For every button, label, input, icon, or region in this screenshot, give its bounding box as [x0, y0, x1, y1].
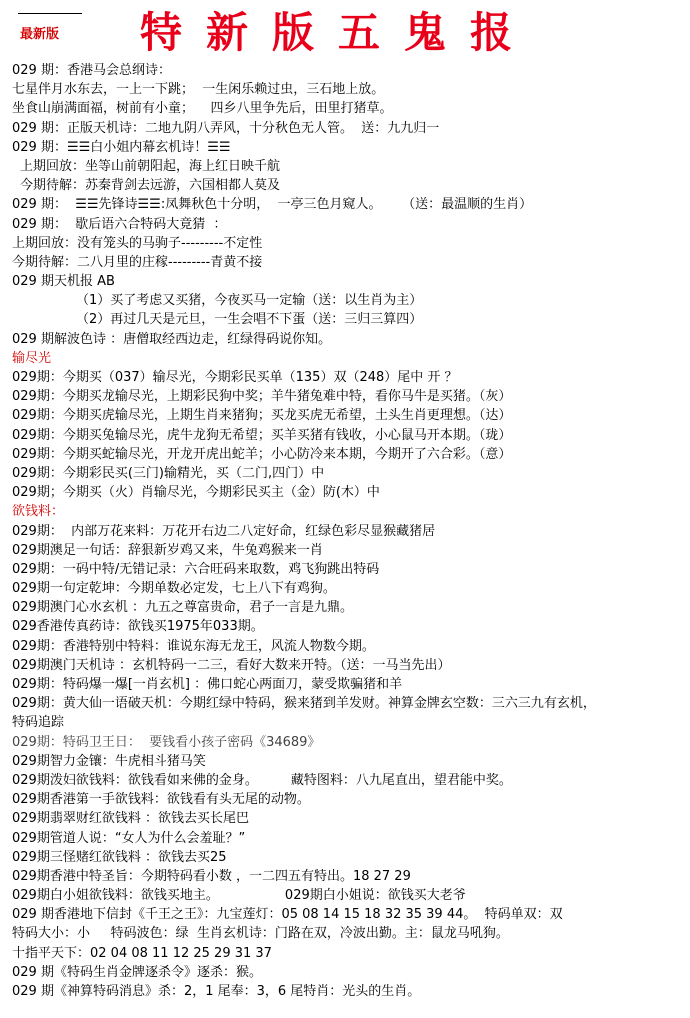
- text-line: 029 期天机报 AB: [12, 274, 115, 290]
- text-line: 029期：今期彩民买(三门)输精光，买（二门,四门）中: [12, 465, 325, 481]
- text-line: 029期白小姐欲钱料：欲钱买地主。 029期白小姐说：欲钱买大老爷: [12, 888, 466, 904]
- text-line: 029 期： 歇后语六合特码大竟猜 ：: [12, 216, 227, 232]
- header-divider: [18, 13, 82, 14]
- text-line: 029期香港第一手欲钱料：欲钱看有头无尾的动物。: [12, 792, 310, 808]
- text-line: 今期待解：苏秦背剑去远游，六国相都人莫及: [20, 178, 281, 194]
- text-line: 029 期：☰☰白小姐内幕玄机诗！☰☰: [12, 139, 231, 155]
- text-line: 上期回放：没有笼头的马驹子---------不定性: [12, 235, 263, 251]
- text-line: 029期：今期买虎输尽光，上期生肖来猪狗；买龙买虎无希望，土头生肖更理想。（达）: [12, 408, 512, 424]
- text-line: （2）再过几天是元旦，一生会唱不下蛋（送：三归三算四）: [76, 312, 423, 328]
- text-line: 029 期《神算特码消息》杀：2，1 尾奉：3，6 尾特肖：光头的生肖。: [12, 984, 421, 999]
- text-line: 029期澳门心水玄机 ：九五之尊富贵命，君子一言是九鼎。: [12, 600, 353, 616]
- text-line: 029期：今期买龙输尽光，上期彩民狗中奖；羊牛猪兔难中特，看你马牛是买猪。（灰）: [12, 389, 512, 405]
- text-line: 特码追踪: [12, 715, 65, 731]
- text-line: 029期：香港特别中特料：谁说东海无龙王，风流人物数今期。: [12, 638, 375, 654]
- text-line: 029期：特码卫王日： 要钱看小孩子密码《34689》: [12, 734, 321, 750]
- text-line: 029期：今期买（037）输尽光，今期彩民买单（135）双（248）尾中 开 ？: [12, 370, 458, 385]
- text-line: 029期翡翠财红欲钱料 ：欲钱去买长尾巴: [12, 811, 249, 827]
- text-line: 上期回放：坐等山前朝阳起，海上红日映千航: [20, 158, 281, 174]
- text-line: 029期泼妇欲钱料：欲钱看如来佛的金身。 藏特图料：八九尾直出，望君能中奖。: [12, 772, 512, 788]
- text-line: 029期：特码爆一爆[一肖玄机] ：佛口蛇心两面刀，蒙受欺骗猪和羊: [12, 677, 403, 692]
- text-line: 今期待解：二八月里的庄稼---------青黄不接: [12, 254, 263, 270]
- text-line: 029 期解波色诗 ：唐僧取经西边走，红绿得码说你知。: [12, 331, 332, 347]
- text-line: 029期澳足一句话：辞狠新岁鸡又来，牛兔鸡猴来一肖: [12, 542, 323, 558]
- document-body: [12, 61, 684, 1001]
- text-line: 十指平天下：02 04 08 11 12 25 29 31 37: [12, 945, 272, 961]
- text-line: 029 期：正版天机诗：二地九阴八弄风，十分秋色无人管。 送：九九归一: [12, 120, 440, 136]
- text-line: 029期： 内部万花来料：万花开右边二八定好命，红绿色彩尽显猴藏猪居: [12, 523, 436, 539]
- text-line: 坐食山崩满面福，树前有小童； 四乡八里争先后，田里打猪草。: [12, 101, 393, 117]
- text-line: （1）买了考虑又买猪，今夜买马一定输（送：以生肖为主）: [76, 293, 423, 309]
- text-line: 029期；今期买（火）肖输尽光，今期彩民买主（金）防(木）中: [12, 485, 380, 501]
- edition-badge: 最新版: [20, 27, 60, 42]
- section-heading: 输尽光: [12, 350, 52, 366]
- text-line: 029 期：香港马会总纲诗：: [12, 63, 171, 78]
- text-line: 029期管道人说：“女人为什么会羞耻？”: [12, 830, 246, 846]
- text-line: 029 期香港地下信封《千王之王》：九宝莲灯：05 08 14 15 18 32 35 39 44。 特码单双：双: [12, 907, 563, 923]
- header: [0, 0, 690, 60]
- text-line: 029香港传真药诗：欲钱买1975年033期。: [12, 619, 264, 635]
- text-line: 029期：黄大仙一语破天机：今期红绿中特码，猴来猪到羊发财。神算金牌玄空数：三六三九有玄机，: [12, 696, 596, 712]
- text-line: 029期智力金镶：牛虎相斗猪马笑: [12, 753, 206, 769]
- text-line: 029期香港中特圣旨：今期特码看小数 ，一二四五有特出。18 27 29: [12, 868, 411, 884]
- text-line: 029期：今期买蛇输尽光，开龙开虎出蛇羊；小心防冷来本期，今期开了六合彩。（意）: [12, 446, 512, 462]
- text-line: 029期三怪赌红欲钱料 ：欲钱去买25: [12, 849, 227, 865]
- text-line: 029 期： ☰☰先锋诗☰☰:凤舞秋色十分明， 一亭三色月窥人。 （送：最温顺的生肖）: [12, 197, 533, 213]
- text-line: 029期澳门天机诗 ：玄机特码一二三，看好大数来开特。（送：一马当先出）: [12, 657, 451, 673]
- text-line: 029期一句定乾坤：今期单数必定发，七上八下有鸡狗。: [12, 581, 336, 597]
- text-line: 029期：今期买兔输尽光，虎牛龙狗无希望；买羊买猪有钱收，小心鼠马开本期。（珑）: [12, 427, 512, 443]
- text-line: 029 期《特码生肖金牌逐杀令》逐杀：猴。: [12, 964, 262, 980]
- section-heading: 欲钱料：: [12, 504, 65, 520]
- text-line: 七星伴月水东去，一上一下跳； 一生闲乐赖过虫，三石地上放。: [12, 82, 385, 98]
- text-line: 特码大小：小 特码波色：绿 生肖玄机诗：门路在双，冷波出勤。主：鼠龙马吼狗。: [12, 926, 509, 942]
- page-title: 特新版五鬼报: [140, 8, 537, 57]
- text-line: 029期：一码中特/无错记录：六合旺码来取数，鸡飞狗跳出特码: [12, 561, 380, 577]
